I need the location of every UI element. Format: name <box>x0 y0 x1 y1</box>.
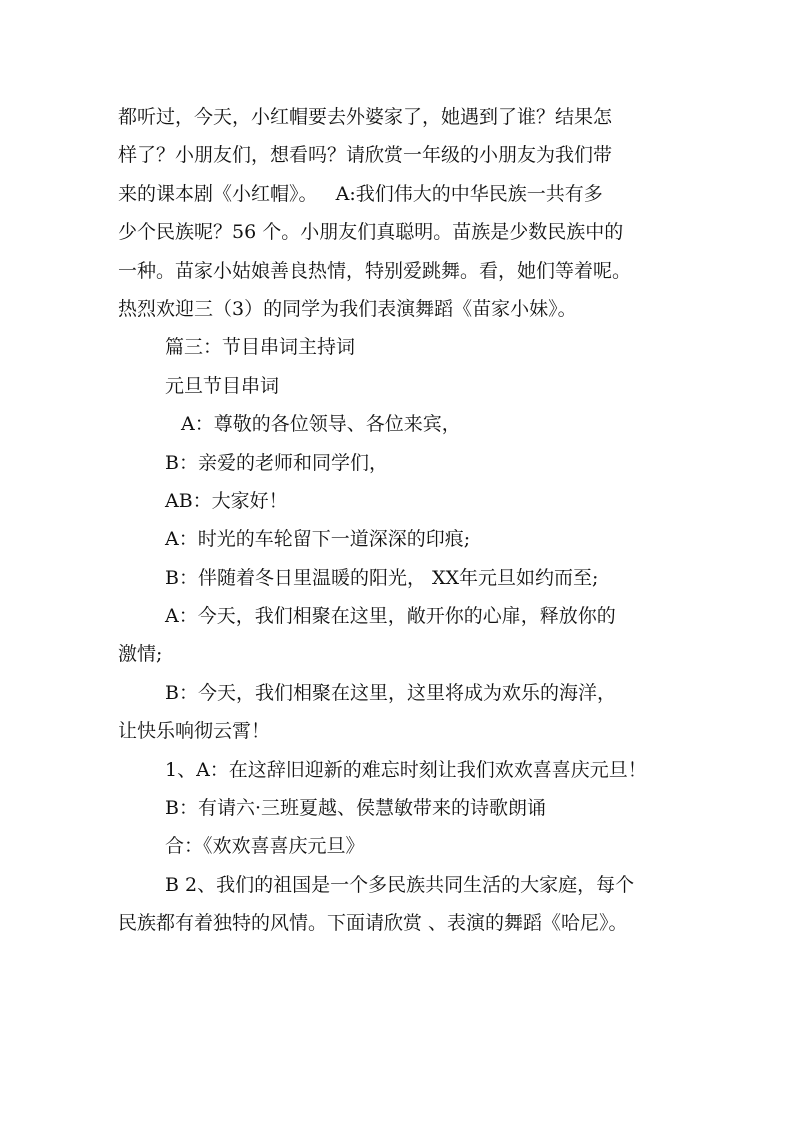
text-line: 少个民族呢？56 个。小朋友们真聪明。苗族是少数民族中的 <box>118 221 624 244</box>
text-line: A：尊敬的各位领导、各位来宾， <box>181 413 461 436</box>
text-line: 都听过，今天，小红帽要去外婆家了，她遇到了谁？结果怎 <box>118 106 613 128</box>
text-line: B：今天，我们相聚在这里，这里将成为欢乐的海洋， <box>165 681 616 704</box>
text-line: 民族都有着独特的风情。下面请欣赏 、表演的舞蹈《哈尼》。 <box>118 912 628 935</box>
text-line: 合：《欢欢喜喜庆元旦》 <box>165 835 365 858</box>
text-line: 来的课本剧《小红帽》。 A:我们伟大的中华民族一共有多 <box>118 182 603 205</box>
text-line: AB：大家好！ <box>165 489 288 512</box>
text-line: A：时光的车轮留下一道深深的印痕; <box>165 528 471 551</box>
text-line: 1、A：在这辞旧迎新的难忘时刻让我们欢欢喜喜庆元旦！ <box>165 758 647 781</box>
subheading: 元旦节目串词 <box>165 374 280 397</box>
text-line: 一种。苗家小姑娘善良热情，特别爱跳舞。看，她们等着呢。 <box>118 259 632 282</box>
text-line: 样了？小朋友们，想看吗？请欣赏一年级的小朋友为我们带 <box>118 144 613 167</box>
text-line: B 2、我们的祖国是一个多民族共同生活的大家庭，每个 <box>165 873 635 896</box>
text-line: B：有请六·三班夏越、侯慧敏带来的诗歌朗诵 <box>165 797 547 820</box>
text-line: 热烈欢迎三（3）的同学为我们表演舞蹈《苗家小妹》。 <box>118 297 577 320</box>
text-line: B：伴随着冬日里温暖的阳光， XX年元旦如约而至; <box>165 566 599 589</box>
text-line: 让快乐响彻云霄！ <box>118 720 271 743</box>
text-line: 激情; <box>118 643 163 666</box>
text-line: A：今天，我们相聚在这里，敞开你的心扉，释放你的 <box>165 605 616 628</box>
text-line: B：亲爱的老师和同学们， <box>165 451 388 474</box>
document-body <box>118 98 678 943</box>
section-heading: 篇三：节目串词主持词 <box>165 336 356 359</box>
